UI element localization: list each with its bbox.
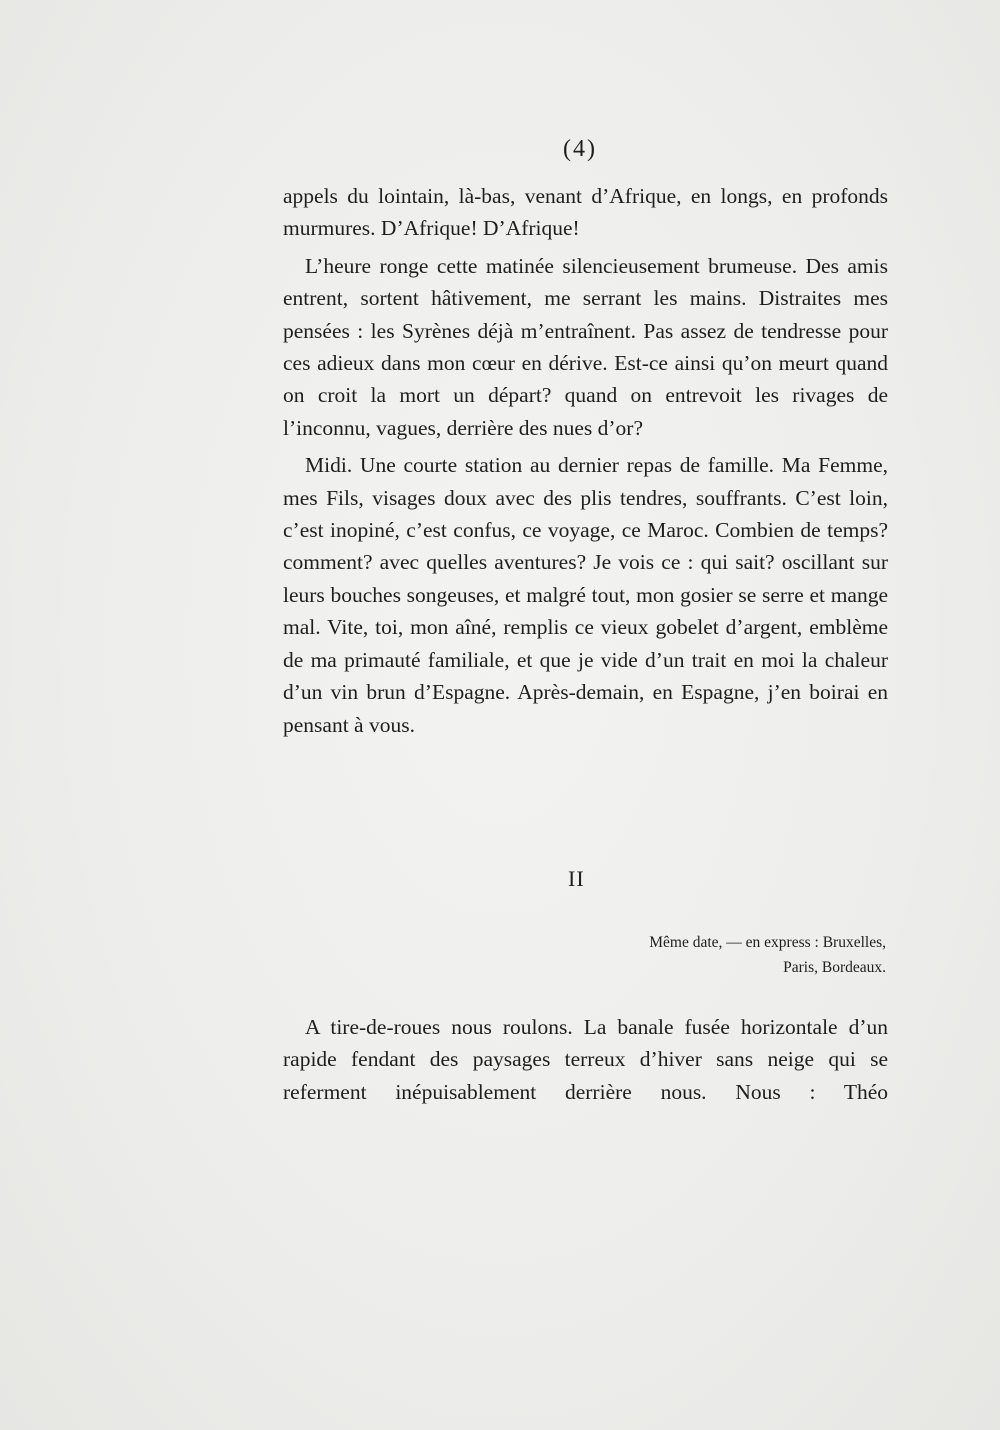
paragraph: L’heure ronge cette matinée silencieusement brumeuse. Des amis entrent, sortent hâtivement, me serrant les mains. Distraites mes pensées : les Syrènes déjà m’entraînent. Pas assez de tendresse pour ces adieux dans mon cœur en dérive. Est-ce ainsi qu’on meurt quand on croit la mort un départ? quand on entrevoit les rivages de l’inconnu, vagues, derrière des nues d’or? [283, 253, 888, 440]
page-number: (4) [563, 136, 597, 162]
dateline [506, 930, 886, 980]
body-text-bottom [283, 1011, 888, 1108]
paragraph: A tire-de-roues nous roulons. La banale fusée horizontale d’un rapide fendant des paysages terreux d’hiver sans neige qui se referment inépuisablement derrière nous. Nous : Théo [283, 1015, 888, 1104]
dateline-line-1: Même date, — en express : Bruxelles, [649, 934, 886, 951]
paragraph: Midi. Une courte station au dernier repas de famille. Ma Femme, mes Fils, visages doux avec des plis tendres, souffrants. C’est loin, c’est inopiné, c’est confus, ce voyage, ce Maroc. Combien de temps? comment? avec quelles aventures? Je vois ce : qui sait? oscillant sur leurs bouches songeuses, et malgré tout, mon gosier se serre et mange mal. Vite, toi, mon aîné, remplis ce vieux gobelet d’argent, emblème de ma primauté familiale, et que je vide d’un trait en moi la chaleur d’un vin brun d’Espagne. Après-demain, en Espagne, j’en boirai en pensant à vous. [283, 453, 888, 737]
paragraph-continuation: appels du lointain, là-bas, venant d’Afrique, en longs, en profonds murmures. D’Afrique! D’Afrique! [283, 184, 888, 241]
section-heading: II [568, 866, 585, 891]
dateline-line-2: Paris, Bordeaux. [783, 959, 886, 976]
body-text-top [283, 180, 888, 741]
